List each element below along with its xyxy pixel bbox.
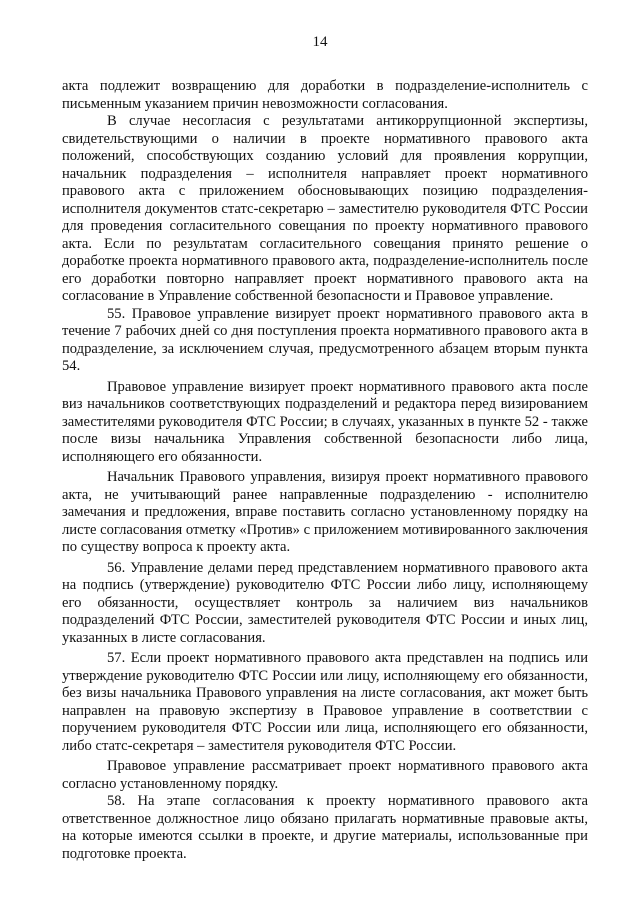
paragraph-55-head-objection: Начальник Правового управления, визируя проект нормативного правового акта, не учитывающий ранее направленные подразделению - исполнителю замечания и предложения, вправе поставить согласно установленному порядку на листе согласования отметку «Против» с приложением мотивированного заключения по существу вопроса к проекту акта. [62,469,588,555]
document-body [62,78,588,863]
paragraph-58: 58. На этапе согласования к проекту нормативного правового акта ответственное должностное лицо обязано прилагать нормативные правовые акты, на которые имеются ссылки в проекте, и другие материалы, использованные при подготовке проекта. [62,793,588,862]
page-number: 14 [312,34,328,50]
paragraph-57-review: Правовое управление рассматривает проект нормативного правового акта согласно установленному порядку. [62,758,588,792]
paragraph-55: 55. Правовое управление визирует проект нормативного правового акта в течение 7 рабочих дней со дня поступления проекта нормативного правового акта в подразделение, за исключением случая, предусмотренного абзацем вторым пункта 54. [62,305,588,374]
paragraph-continuation: акта подлежит возвращению для доработки в подразделение-исполнитель с письменным указанием причин невозможности согласования. [62,78,588,112]
paragraph-56: 56. Управление делами перед представлением нормативного правового акта на подпись (утверждение) руководителю ФТС России либо лицу, исполняющему его обязанности, осуществляет контроль за наличием виз начальников подразделений ФТС России, заместителей руководителя ФТС России и иных лиц, указанных в листе согласования. [62,559,588,646]
paragraph-57: 57. Если проект нормативного правового акта представлен на подпись или утверждение руководителю ФТС России или лицу, исполняющему его обязанности, без визы начальника Правового управления на листе согласования, акт может быть направлен на правовую экспертизу в Правовое управление в соответствии с поручением руководителя ФТС России или лица, исполняющего его обязанности, либо статс-секретаря – заместителя руководителя ФТС России. [62,650,588,754]
paragraph-anticorruption-disagreement: В случае несогласия с результатами антикоррупционной экспертизы, свидетельствующими о наличии в проекте нормативного правового акта положений, способствующих созданию условий для проявления коррупции, начальник подразделения – исполнителя направляет проект нормативного правового акта с приложением обосновывающих позицию подразделения-исполнителя документов статс-секретарю – заместителю руководителя ФТС России для проведения согласительного совещания по проекту нормативного правового акта. Если по результатам согласительного совещания принято решение о доработке проекта нормативного правового акта, подразделение-исполнитель после его доработки повторно направляет проект нормативного правового акта на согласование в Управление собственной безопасности и Правовое управление. [62,113,588,304]
paragraph-55-legal-visa: Правовое управление визирует проект нормативного правового акта после виз начальников соответствующих подразделений и редактора перед визированием заместителями руководителя ФТС России; в случаях, указанных в пункте 52 - также после визы начальника Управления собственной безопасности либо лица, исполняющего его обязанности. [62,378,588,465]
